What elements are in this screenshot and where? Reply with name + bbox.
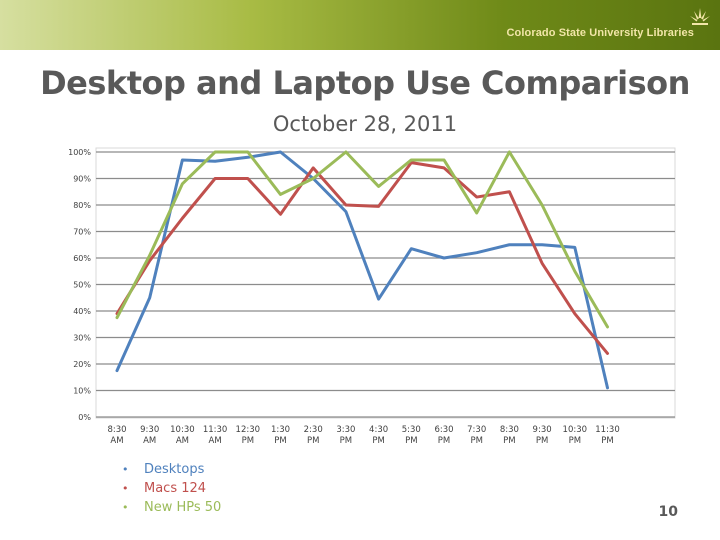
x-tick-label: PM <box>339 436 353 446</box>
x-tick-label: AM <box>208 436 222 446</box>
x-tick-label: PM <box>274 436 287 446</box>
y-tick-label: 0% <box>78 413 91 422</box>
x-tick-label: PM <box>568 436 582 446</box>
x-tick-label: 11:30 <box>202 425 228 435</box>
legend <box>122 460 221 517</box>
x-tick-label: 11:30 <box>595 425 620 435</box>
x-tick-label: PM <box>470 436 483 446</box>
x-tick-label: PM <box>405 436 418 446</box>
x-tick-label: AM <box>110 436 124 446</box>
x-tick-label: 8:30 <box>107 425 127 435</box>
x-tick-label: 8:30 <box>499 425 519 435</box>
y-tick-label: 90% <box>73 174 91 184</box>
bullet-icon: • <box>122 482 129 495</box>
x-tick-label: PM <box>372 436 385 446</box>
x-tick-label: AM <box>175 436 189 446</box>
x-tick-label: PM <box>503 436 516 446</box>
x-tick-label: 2:30 <box>303 425 323 435</box>
grid-lines <box>96 152 675 417</box>
legend-item-new-hps <box>122 498 221 517</box>
series-line-desktops <box>117 152 608 388</box>
legend-item-macs <box>122 479 221 498</box>
x-tick-label: PM <box>306 436 320 446</box>
x-tick-label: 10:30 <box>170 425 195 435</box>
legend-item-desktops <box>122 460 221 479</box>
header-band <box>0 0 720 50</box>
y-tick-label: 70% <box>73 227 91 237</box>
csu-logo-icon <box>688 6 712 28</box>
y-axis <box>68 148 91 422</box>
y-tick-label: 10% <box>73 386 91 396</box>
x-tick-label: PM <box>437 436 451 446</box>
y-tick-label: 20% <box>73 360 91 369</box>
x-tick-label: PM <box>601 436 614 446</box>
plot-area-border <box>96 148 675 418</box>
y-tick-label: 80% <box>73 201 91 210</box>
x-tick-label: 10:30 <box>562 425 588 435</box>
legend-label: Macs 124 <box>144 481 207 496</box>
x-tick-label: 4:30 <box>369 425 389 435</box>
page-number: 10 <box>658 504 678 520</box>
legend-label: Desktops <box>144 462 205 477</box>
y-tick-label: 30% <box>73 333 91 343</box>
x-tick-label: 3:30 <box>336 425 356 435</box>
legend-label: New HPs 50 <box>144 500 222 515</box>
x-axis <box>107 425 619 446</box>
page-subtitle: October 28, 2011 <box>272 112 458 136</box>
x-tick-label: 5:30 <box>401 425 421 435</box>
y-tick-label: 60% <box>73 254 91 263</box>
y-tick-label: 50% <box>73 280 91 290</box>
brand-text: Colorado State University Libraries <box>506 27 694 39</box>
x-tick-label: PM <box>535 436 549 446</box>
y-tick-label: 40% <box>73 307 91 316</box>
series-lines <box>117 152 608 388</box>
x-tick-label: 9:30 <box>140 425 160 435</box>
bullet-icon: • <box>122 463 129 476</box>
x-tick-label: 6:30 <box>434 425 454 435</box>
x-tick-label: 9:30 <box>532 425 552 435</box>
line-chart <box>0 140 720 455</box>
x-tick-label: 7:30 <box>467 425 487 435</box>
x-tick-label: 1:30 <box>270 425 291 435</box>
page-title: Desktop and Laptop Use Comparison <box>40 64 690 102</box>
x-tick-label: AM <box>143 436 157 446</box>
bullet-icon: • <box>122 501 129 514</box>
y-tick-label: 100% <box>68 148 91 157</box>
x-tick-label: 12:30 <box>235 425 261 435</box>
x-tick-label: PM <box>241 436 255 446</box>
